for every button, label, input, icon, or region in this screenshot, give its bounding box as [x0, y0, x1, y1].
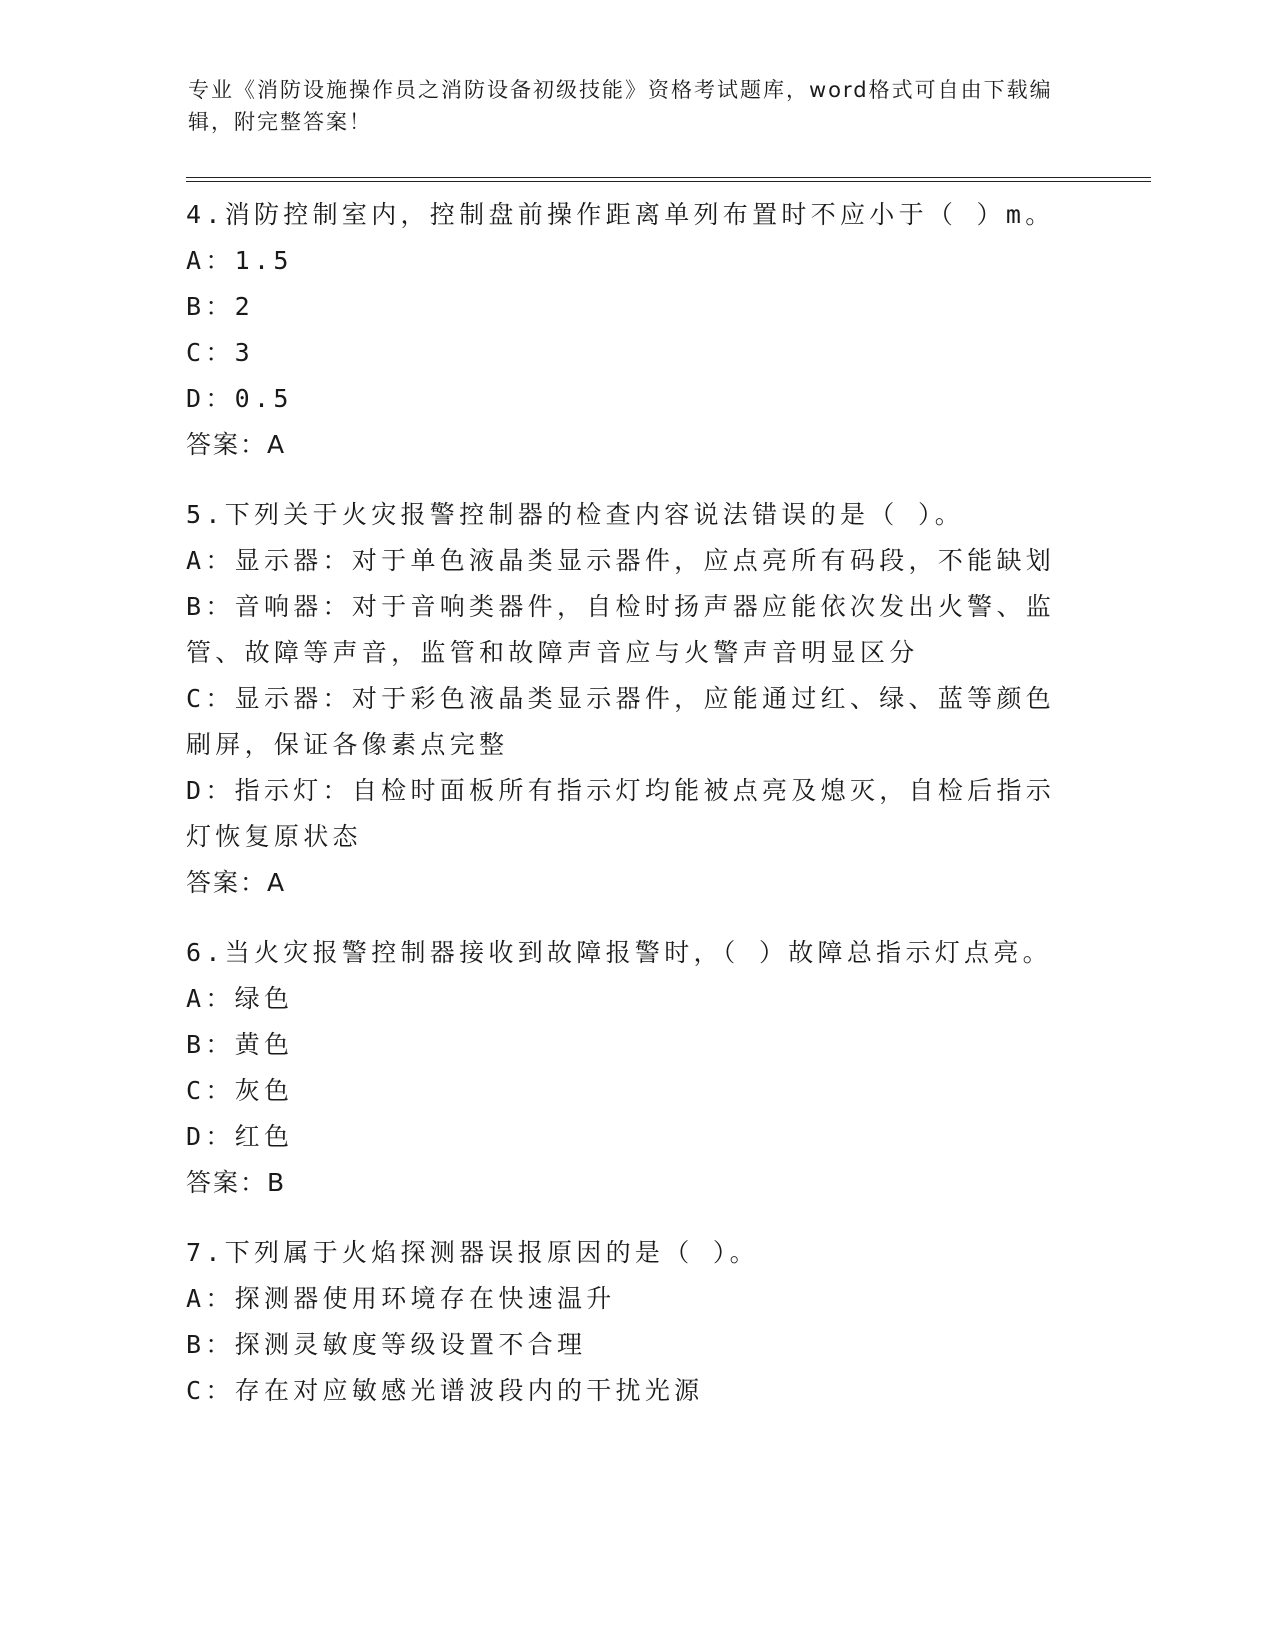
question-stem: 6.当火灾报警控制器接收到故障报警时，（ ）故障总指示灯点亮。 [186, 938, 1052, 967]
answer-value: B [267, 1168, 287, 1197]
option-b: B：黄色 [186, 1030, 294, 1059]
answer-label: 答案： [186, 1168, 268, 1197]
option-c: C：3 [186, 338, 255, 367]
answer-value: A [267, 868, 287, 897]
option-c: C：灰色 [186, 1076, 294, 1105]
question-4 [186, 192, 1086, 468]
question-stem: 4.消防控制室内，控制盘前操作距离单列布置时不应小于（ ）m。 [186, 200, 1055, 229]
question-7 [186, 1230, 1086, 1414]
answer-line [186, 1160, 1086, 1206]
document-header: 专业《消防设施操作员之消防设备初级技能》资格考试题库，word格式可自由下载编辑，附完整答案！ [188, 78, 1053, 134]
option-c: C：显示器：对于彩色液晶类显示器件，应能通过红、绿、蓝等颜色刷屏，保证各像素点完整 [186, 684, 1056, 759]
answer-line [186, 422, 1086, 468]
option-a: A：显示器：对于单色液晶类显示器件，应点亮所有码段，不能缺划 [186, 546, 1056, 575]
question-5 [186, 492, 1086, 906]
option-d: D：0.5 [186, 384, 293, 413]
header-divider-top [186, 177, 1151, 178]
option-d: D：红色 [186, 1122, 294, 1151]
question-stem: 5.下列关于火灾报警控制器的检查内容说法错误的是（ ）。 [186, 500, 965, 529]
option-d: D：指示灯：自检时面板所有指示灯均能被点亮及熄灭，自检后指示灯恢复原状态 [186, 776, 1056, 851]
option-a: A：绿色 [186, 984, 294, 1013]
question-stem: 7.下列属于火焰探测器误报原因的是（ ）。 [186, 1238, 759, 1267]
option-a: A：探测器使用环境存在快速温升 [186, 1284, 616, 1313]
answer-value: A [267, 430, 287, 459]
header-divider-bottom [186, 181, 1151, 182]
option-b: B：2 [186, 292, 255, 321]
option-a: A：1.5 [186, 246, 293, 275]
answer-line [186, 860, 1086, 906]
question-6 [186, 930, 1086, 1206]
answer-label: 答案： [186, 430, 268, 459]
answer-label: 答案： [186, 868, 268, 897]
option-b: B：音响器：对于音响类器件，自检时扬声器应能依次发出火警、监管、故障等声音，监管和故障声音应与火警声音明显区分 [186, 592, 1056, 667]
option-b: B：探测灵敏度等级设置不合理 [186, 1330, 587, 1359]
option-c: C：存在对应敏感光谱波段内的干扰光源 [186, 1376, 704, 1405]
question-list [186, 192, 1086, 1438]
